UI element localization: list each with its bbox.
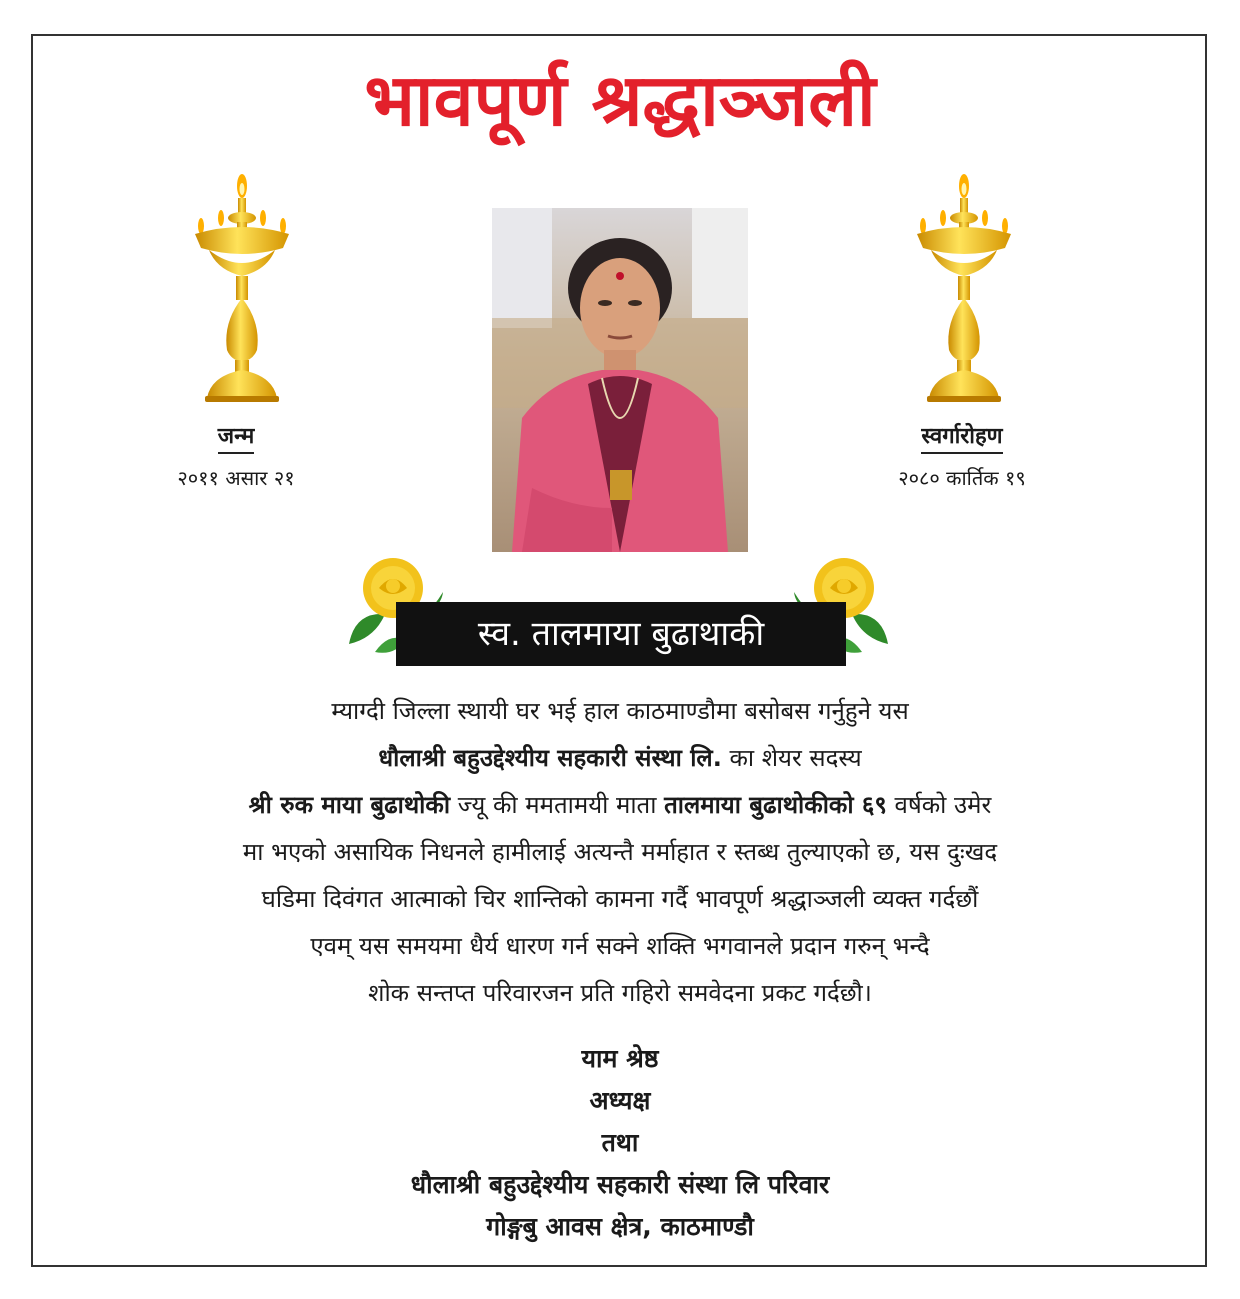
signatory-position: अध्यक्ष [589,1086,651,1115]
deceased-name-banner: स्व. तालमाया बुढाथाकी [396,602,846,666]
death-date-block [822,420,1102,491]
message-line: मा भएको असायिक निधनले हामीलाई अत्यन्तै मर्माहात र स्तब्ध तुल्याएको छ, यस दुःखद [242,838,998,866]
signature-block [0,1038,1240,1248]
message-line: शोक सन्तप्त परिवारजन प्रति गहिरो समवेदना प्रकट गर्दछौ। [368,979,872,1007]
death-date: २०८० कार्तिक १९ [898,466,1026,490]
mother-name: तालमाया बुढाथोकीको ६९ [664,791,887,819]
oil-lamp-icon [187,172,297,404]
signatory-address: गोङ्गबु आवस क्षेत्र, काठमाण्डौ [486,1212,754,1241]
condolence-message [80,688,1160,1017]
organization-name: धौलाश्री बहुउद्देश्यीय सहकारी संस्था लि. [378,744,722,772]
death-label: स्वर्गारोहण [921,420,1002,454]
oil-lamp-icon [909,172,1019,404]
signatory-organization: धौलाश्री बहुउद्देश्यीय सहकारी संस्था लि परिवार [410,1170,830,1199]
signatory-name: याम श्रेष्ठ [581,1044,659,1073]
message-line: धौलाश्री बहुउद्देश्यीय सहकारी संस्था लि. का शेयर सदस्य [378,744,862,772]
message-line: घडिमा दिवंगत आत्माको चिर शान्तिको कामना गर्दै भावपूर्ण श्रद्धाञ्जली व्यक्त गर्दछौं [261,885,979,913]
birth-label: जन्म [218,420,254,454]
message-line: एवम् यस समयमा धैर्य धारण गर्न सक्ने शक्ति भगवानले प्रदान गरुन् भन्दै [310,932,930,960]
member-name: श्री रुक माया बुढाथोकी [248,791,451,819]
signature-conjunction: तथा [601,1128,639,1157]
message-line: श्री रुक माया बुढाथोकी ज्यू की ममतामयी माता तालमाया बुढाथोकीको ६९ वर्षको उमेर [248,791,992,819]
portrait-photo [492,208,748,552]
birth-date: २०११ असार २१ [177,466,295,490]
birth-date-block [96,420,376,491]
message-line: म्याग्दी जिल्ला स्थायी घर भई हाल काठमाण्डौमा बसोबस गर्नुहुने यस [331,697,909,725]
notice-title: भावपूर्ण श्रद्धाञ्जली [364,58,876,142]
